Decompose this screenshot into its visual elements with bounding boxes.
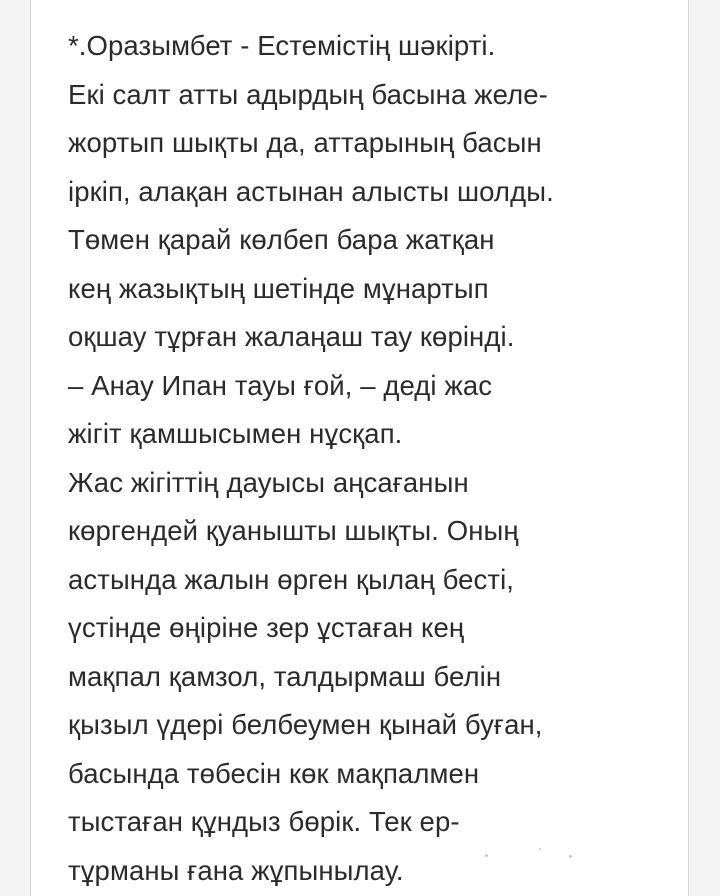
scan-speck xyxy=(569,855,572,858)
text-line: *.Оразымбет - Естемістің шәкірті. xyxy=(68,30,496,61)
text-line: астында жалын өрген қылаң бесті, xyxy=(68,563,515,595)
text-line: оқшау тұрған жалаңаш тау көрінді. xyxy=(68,321,515,352)
text-line: қызыл үдері белбеумен қынай буған, xyxy=(68,709,543,740)
text-block xyxy=(68,22,678,895)
text-line: Жас жігіттің дауысы аңсағанын xyxy=(68,466,469,498)
text-line: мақпал қамзол, талдырмаш белін xyxy=(68,660,502,692)
text-line: басында төбесін көк мақпалмен xyxy=(68,757,480,789)
text-line: кең жазықтың шетінде мұнартып xyxy=(68,272,489,304)
text-line: көргендей қуанышты шықты. Оның xyxy=(68,515,519,546)
text-line: іркіп, алақан астынан алысты шолды. xyxy=(68,175,554,207)
document-page xyxy=(30,0,689,896)
text-line: – Анау Ипан тауы ғой, – деді жас xyxy=(68,369,493,401)
text-line: үстінде өңіріне зер ұстаған кең xyxy=(68,612,465,643)
text-line: тыстаған құндыз бөрік. Тек ер- xyxy=(68,806,460,837)
text-line: Төмен қарай көлбеп бара жатқан xyxy=(68,224,495,255)
scan-specks xyxy=(481,846,591,866)
text-line: жігіт қамшысымен нұсқап. xyxy=(68,418,403,449)
scan-speck xyxy=(485,854,488,857)
text-line: Екі салт атты адырдың басына желе- xyxy=(68,78,548,110)
scan-speck xyxy=(539,848,541,850)
text-line: жортып шықты да, аттарының басын xyxy=(68,127,542,158)
text-line: тұрманы ғана жұпынылау. xyxy=(68,854,404,886)
